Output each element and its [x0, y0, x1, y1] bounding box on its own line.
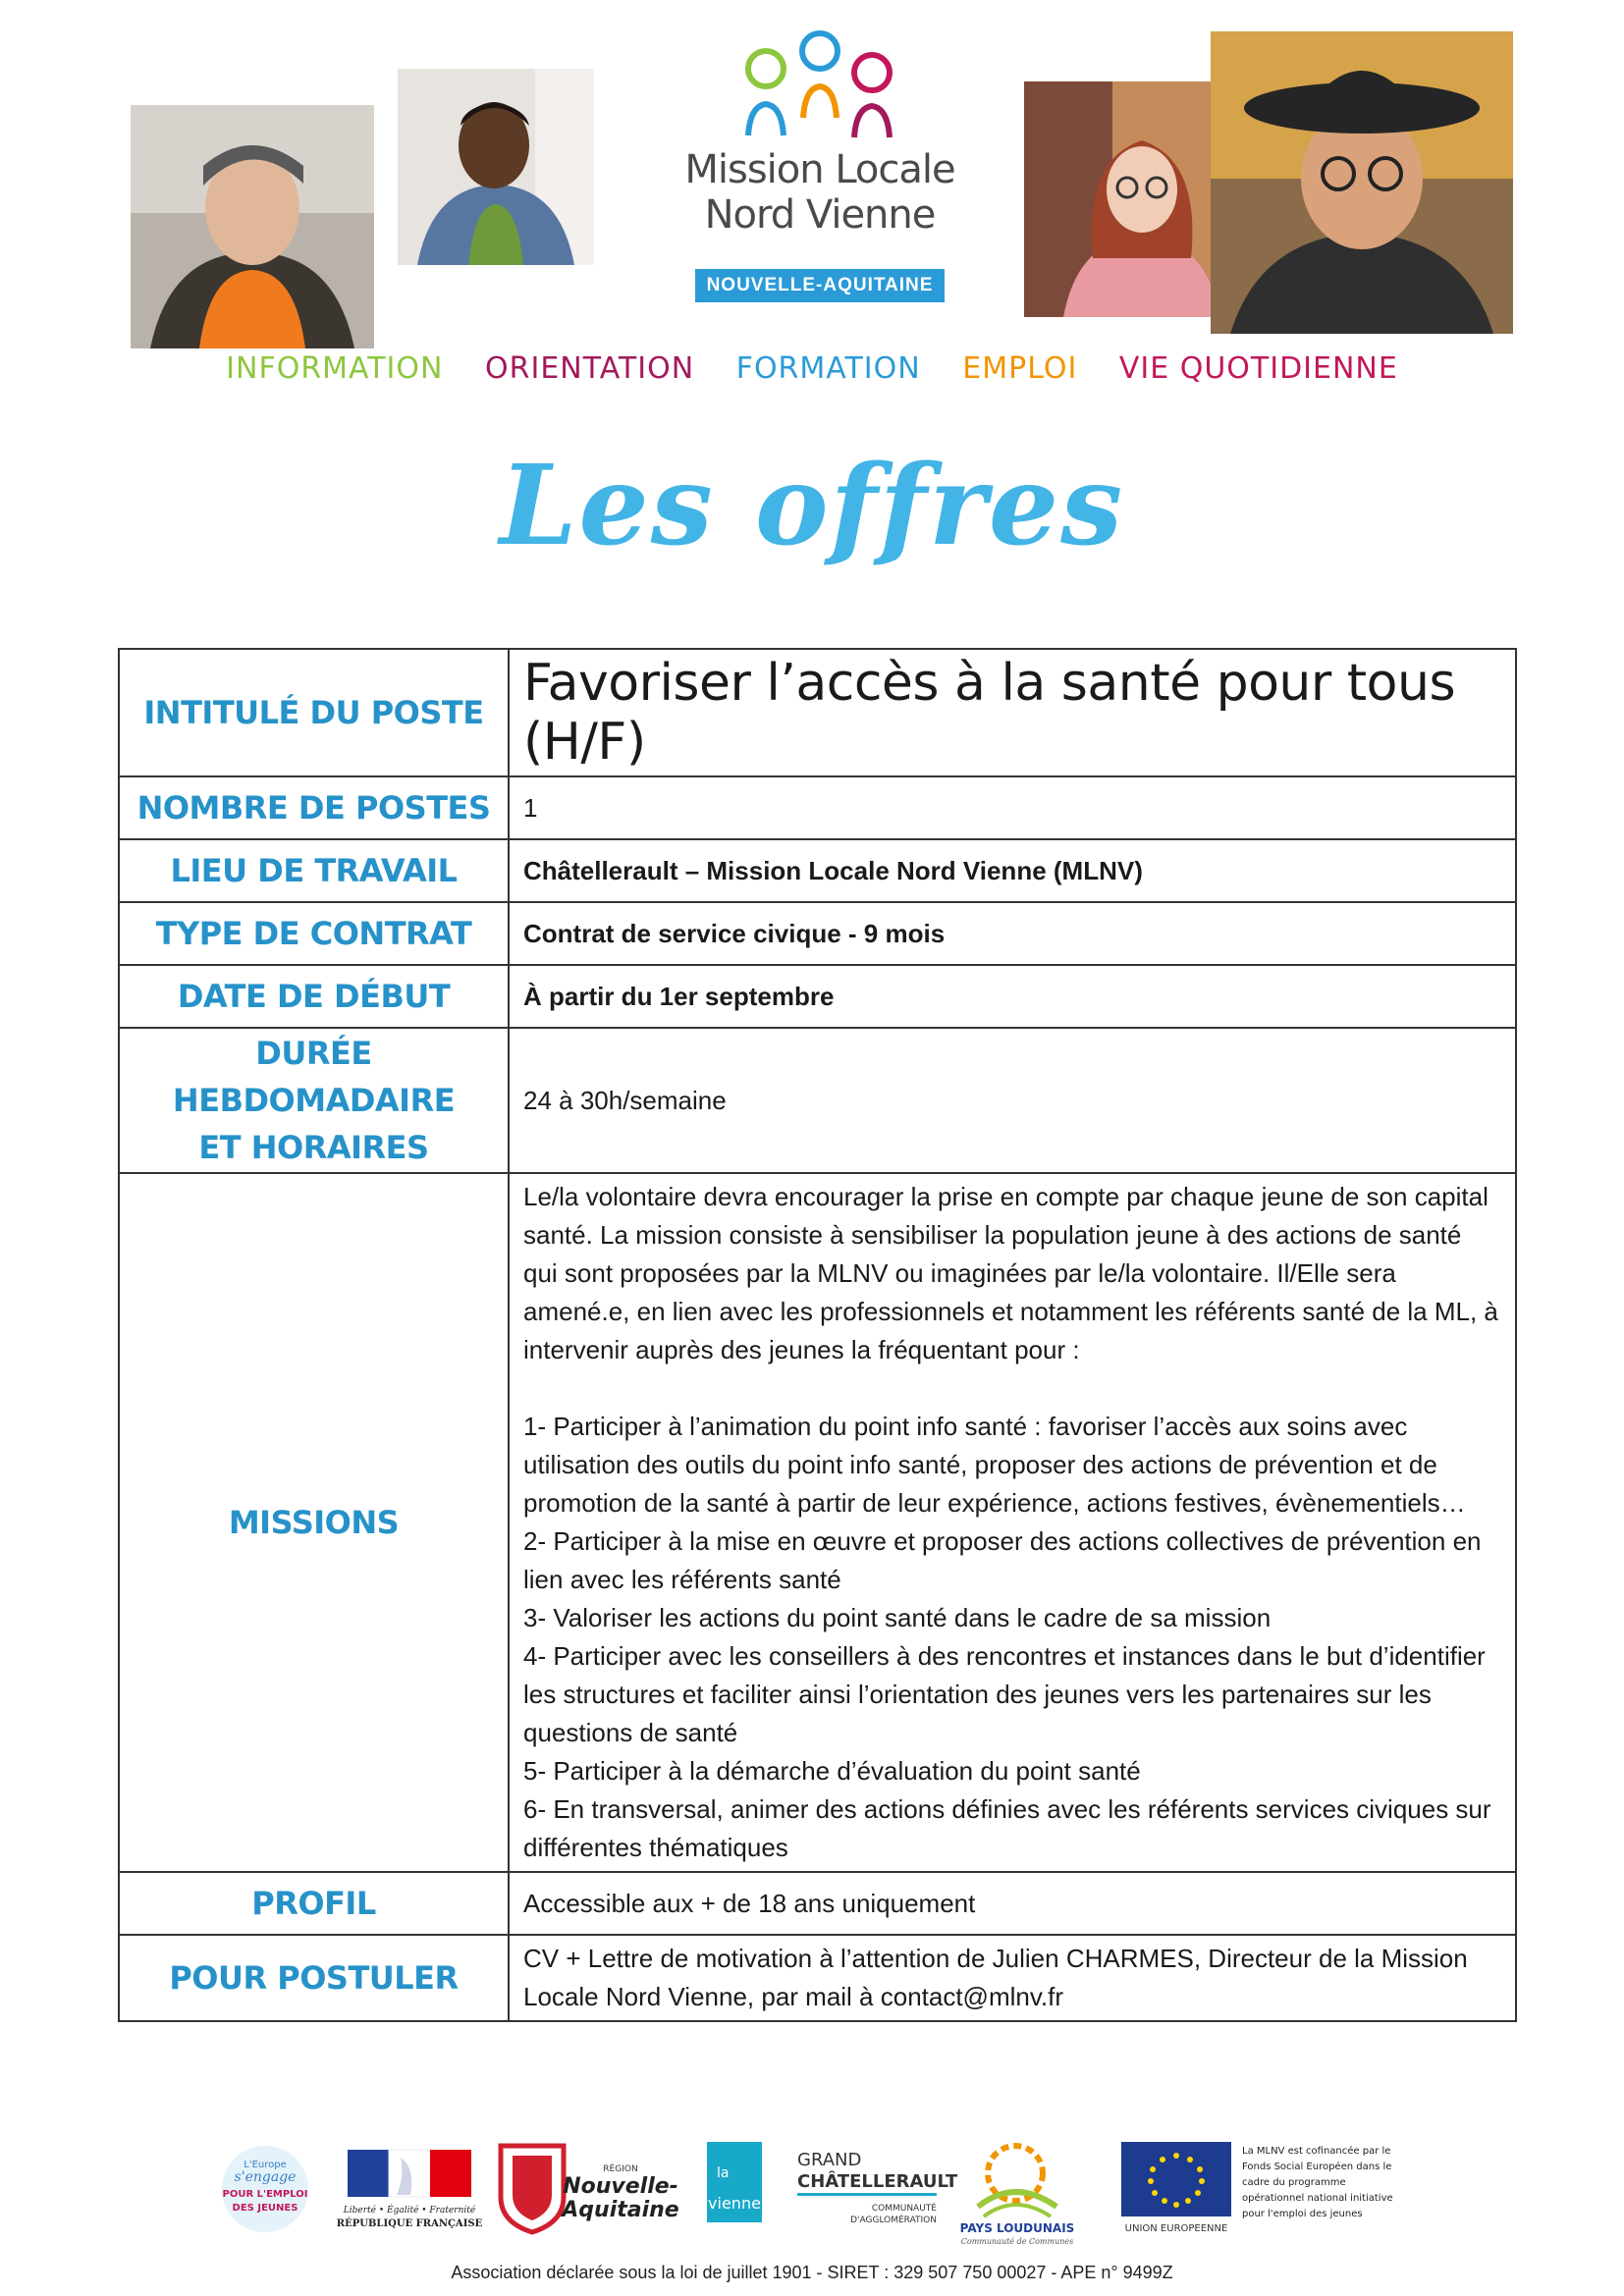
label-contract: TYPE DE CONTRAT — [119, 902, 509, 965]
label-posts: NOMBRE DE POSTES — [119, 776, 509, 839]
logo-line-1: Mission Locale — [684, 147, 955, 192]
loudunais-text-1: PAYS LOUDUNAIS — [959, 2221, 1075, 2235]
value-contract: Contrat de service civique - 9 mois — [509, 902, 1516, 965]
row-start-date — [119, 965, 1516, 1028]
missions-item-5: 5- Participer à la démarche d’évaluation du point santé — [523, 1756, 1141, 1786]
theme-information: INFORMATION — [226, 351, 444, 386]
fse-text-3: cadre du programme — [1242, 2177, 1346, 2188]
missions-item-2: 2- Participer à la mise en œuvre et proposer des actions collectives de prévention en lien avec les référents santé — [523, 1526, 1482, 1594]
fse-text-4: opérationnel national initiative — [1242, 2193, 1393, 2204]
label-location: LIEU DE TRAVAIL — [119, 839, 509, 902]
value-start-date: À partir du 1er septembre — [509, 965, 1516, 1028]
row-hours — [119, 1028, 1516, 1173]
logo-line-2: Nord Vienne — [704, 192, 936, 238]
pays-loudunais-logo — [958, 2138, 1076, 2246]
missions-intro: Le/la volontaire devra encourager la prise en compte par chaque jeune de son capital santé. La mission consiste à sensibiliser la population jeune à des actions de santé qui sont proposées par la MLNV ou imaginées par le/la volontaire. Il/Elle sera amené.e, en lien avec les professionnels et notamment les référents santé de la ML, à intervenir auprès des jeunes la fréquentant pour : — [523, 1182, 1498, 1364]
missions-item-3: 3- Valoriser les actions du point santé dans le cadre de sa mission — [523, 1603, 1272, 1632]
label-start-date: DATE DE DÉBUT — [119, 965, 509, 1028]
value-location: Châtellerault – Mission Locale Nord Vienne (MLNV) — [509, 839, 1516, 902]
value-title: Favoriser l’accès à la santé pour tous (H/F) — [509, 649, 1516, 776]
theme-formation: FORMATION — [735, 351, 921, 386]
partner-logos — [216, 2138, 1414, 2246]
republique-text-1: Liberté • Égalité • Fraternité — [343, 2206, 476, 2216]
republique-text-2: RÉPUBLIQUE FRANÇAISE — [336, 2218, 483, 2229]
label-title: INTITULÉ DU POSTE — [119, 649, 509, 776]
europe-text-1: L'Europe — [244, 2160, 287, 2170]
region-text-1: RÉGION — [603, 2164, 638, 2174]
value-profile: Accessible aux + de 18 ans uniquement — [509, 1872, 1516, 1935]
value-hours: 24 à 30h/semaine — [509, 1028, 1516, 1173]
europe-text-3: POUR L'EMPLOI — [222, 2189, 308, 2200]
ue-text: UNION EUROPEENNE — [1124, 2223, 1228, 2234]
region-text-3: Aquitaine — [562, 2198, 679, 2222]
la-vienne-logo — [707, 2138, 762, 2226]
fse-text-2: Fonds Social Européen dans le — [1242, 2162, 1392, 2172]
photo-young-man-hat-glasses — [1211, 31, 1513, 334]
label-profile: PROFIL — [119, 1872, 509, 1935]
themes-bar — [0, 351, 1624, 386]
legal-footer: Association déclarée sous la loi de juillet 1901 - SIRET : 329 507 750 00027 - APE n° 9499Z — [451, 2263, 1173, 2282]
theme-orientation: ORIENTATION — [485, 351, 695, 386]
row-missions — [119, 1173, 1516, 1872]
europe-emploi-jeunes-logo — [216, 2138, 314, 2236]
grand-text-2: CHÂTELLERAULT — [797, 2171, 958, 2192]
union-europeenne-logo — [1117, 2138, 1235, 2236]
value-missions — [509, 1173, 1516, 1872]
mission-locale-logo — [677, 27, 962, 312]
vienne-text-2: vienne — [708, 2194, 761, 2213]
loudunais-text-2: Communauté de Communes — [960, 2237, 1074, 2246]
job-offer-table — [118, 648, 1517, 2022]
region-nouvelle-aquitaine-logo — [493, 2138, 679, 2236]
photo-young-man-denim-jacket — [398, 69, 594, 265]
row-profile — [119, 1872, 1516, 1935]
row-apply — [119, 1935, 1516, 2021]
missions-item-4: 4- Participer avec les conseillers à des rencontres et instances dans le but d’identifier les structures et faciliter ainsi l’orientation des jeunes vers les partenaires sur les questions de santé — [523, 1641, 1486, 1747]
grand-chatellerault-logo — [793, 2138, 958, 2236]
europe-text-2: s'engage — [234, 2169, 297, 2185]
label-apply: POUR POSTULER — [119, 1935, 509, 2021]
fse-cofinancing-note — [1242, 2138, 1414, 2236]
theme-emploi: EMPLOI — [962, 351, 1078, 386]
grand-text-4: D'AGGLOMÉRATION — [850, 2216, 937, 2225]
grand-text-3: COMMUNAUTÉ — [871, 2204, 937, 2214]
value-posts: 1 — [509, 776, 1516, 839]
fse-text-5: pour l'emploi des jeunes — [1242, 2209, 1363, 2219]
people-icon — [736, 27, 903, 145]
label-hours-line-1: DURÉE HEBDOMADAIRE — [172, 1035, 456, 1119]
vienne-text-1: la — [717, 2165, 730, 2181]
logo-region-badge: NOUVELLE-AQUITAINE — [695, 269, 945, 302]
label-missions: MISSIONS — [119, 1173, 509, 1872]
missions-item-6: 6- En transversal, animer des actions définies avec les référents services civiques sur différentes thématiques — [523, 1794, 1491, 1862]
europe-text-4: DES JEUNES — [232, 2203, 298, 2214]
grand-text-1: GRAND — [797, 2150, 862, 2170]
missions-item-1: 1- Participer à l’animation du point info santé : favoriser l’accès aux soins avec utilisation des outils du point info santé, proposer des actions de prévention et de promotion de la santé à partir de leur expérience, actions festives, évènementiels… — [523, 1412, 1466, 1518]
row-title — [119, 649, 1516, 776]
fse-text-1: La MLNV est cofinancée par le — [1242, 2146, 1391, 2157]
republique-francaise-logo — [336, 2138, 483, 2236]
page-headline: Les offres — [499, 442, 1125, 570]
value-apply: CV + Lettre de motivation à l’attention de Julien CHARMES, Directeur de la Mission Locale Nord Vienne, par mail à contact@mlnv.fr — [509, 1935, 1516, 2021]
row-posts — [119, 776, 1516, 839]
photo-young-man-orange-hoodie — [131, 105, 374, 348]
row-contract — [119, 902, 1516, 965]
label-hours-line-2: ET HORAIRES — [198, 1129, 429, 1166]
row-location — [119, 839, 1516, 902]
region-text-2: Nouvelle- — [563, 2174, 678, 2199]
theme-vie-quotidienne: VIE QUOTIDIENNE — [1118, 351, 1398, 386]
logo-name — [677, 147, 962, 238]
label-hours — [119, 1028, 509, 1173]
